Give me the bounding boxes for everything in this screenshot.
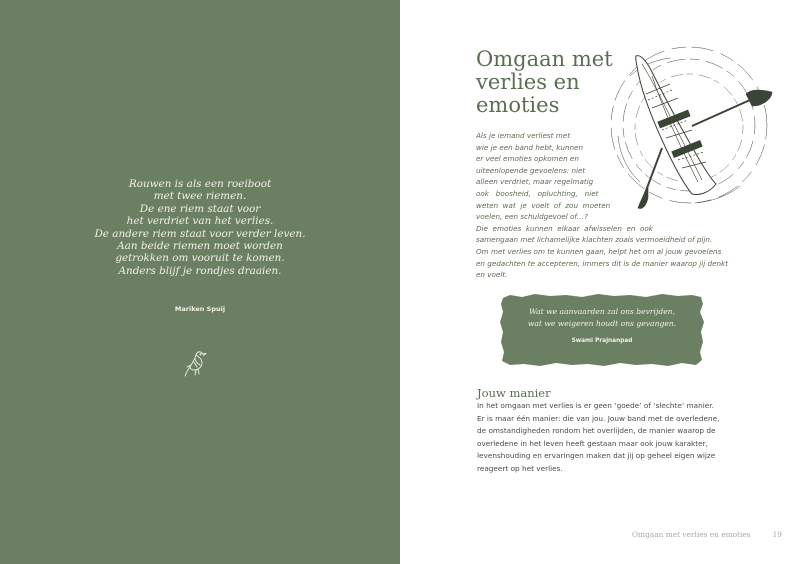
intro-text [476,130,728,281]
section-heading: Jouw manier [477,386,551,400]
title-line: Omgaan met [476,47,613,71]
body-line: In het omgaan met verlies is er geen ‘goede’ of ‘slechte’ manier. [477,401,714,410]
intro-line: wie je een band hebt, kunnen [476,142,584,152]
intro-line: samengaan met lichamelijke klachten zoals vermoeidheid of pijn. [476,235,713,245]
right-page [400,0,800,564]
poem-author: Mariken Spuij [174,305,226,313]
intro-line: Die emoties kunnen elkaar afwisselen en ook [476,223,653,233]
poem-line: De ene riem staat voor [139,202,261,215]
poem-line: Aan beide riemen moet worden [117,240,283,253]
title-line: emoties [476,93,560,117]
intro-line: weten wat je voelt of zou moeten [476,200,611,210]
poem-line: De andere riem staat voor verder leven. [94,227,306,240]
intro-line: Als je iemand verliest met [476,131,571,140]
brush-background [500,294,704,366]
body-line: levenshouding en ervaringen maken dat jij op geheel eigen wijze [477,451,716,461]
poem-line: met twee riemen. [153,190,247,203]
intro-line: voelen, een schuldgevoel of…? [476,212,588,222]
intro-line: uiteenlopende gevoelens: niet [476,165,586,175]
quote-author: Swami Prajnanpad [571,338,633,344]
intro-line: alleen verdriet, maar regelmatig [476,177,594,187]
poem-line: het verdriet van het verlies. [126,215,274,228]
quote-text [500,306,704,329]
running-title: Omgaan met verlies en emoties [632,530,751,539]
intro-line: en voelt. [476,270,508,280]
page-footer [632,530,782,539]
poem-line: getrokken om vooruit te komen. [115,252,285,265]
section-body [477,400,719,476]
quote-line: Wat we aanvaarden zal ons bevrijden, [529,307,675,316]
intro-line: en gedachten te accepteren, immers dit is de manier waarop jij denkt [476,258,729,268]
poem-line: Anders blijf je rondjes draaien. [118,264,282,277]
body-line: overledene in het leven heeft gestaan maar ook jouw karakter, [477,438,708,448]
quote-box [500,294,704,366]
page-title [476,48,613,117]
intro-line: Om met verlies om te kunnen gaan, helpt het om al jouw gevoelens [476,246,722,256]
quote-line: wat we weigeren houdt ons gevangen. [527,318,677,328]
poem-line: Rouwen is als een roeiboot [128,178,272,190]
body-line: reageert op het verlies. [477,463,563,473]
poem [60,178,340,277]
intro-line: er veel emoties opkomen en [476,154,579,164]
body-line: de omstandigheden rondom het overlijden, de manier waarop de [477,426,716,436]
title-line: verlies en [476,70,580,94]
bird-icon [183,346,211,380]
body-line: Er is maar één manier: die van jou. Jouw band met de overledene, [477,413,720,423]
intro-line: ook boosheid, opluchting, niet [476,188,599,198]
page-number: 19 [772,530,782,539]
